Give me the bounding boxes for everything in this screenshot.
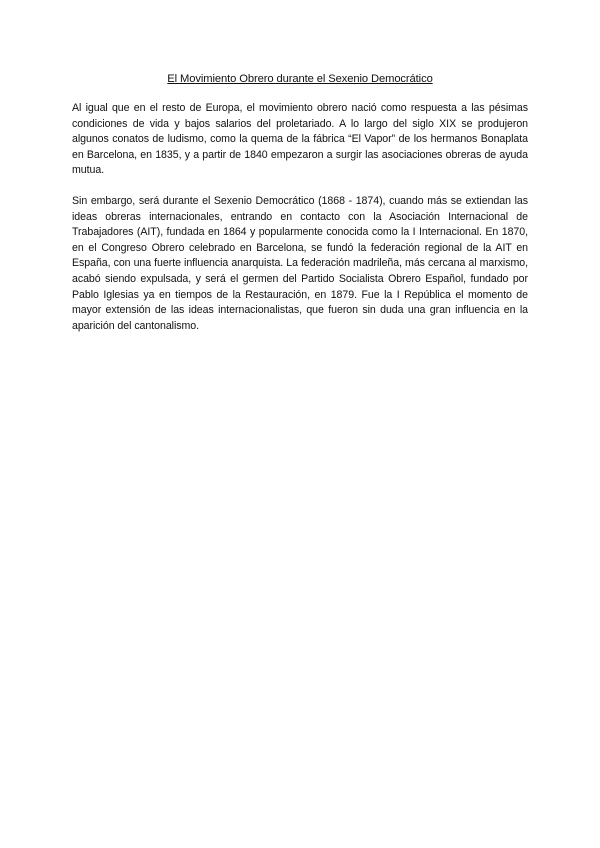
document-body (72, 101, 528, 349)
document-title: El Movimiento Obrero durante el Sexenio Democrático (167, 73, 433, 85)
paragraph-2: Sin embargo, será durante el Sexenio Democrático (1868 - 1874), cuando más se extiendan las ideas obreras internacionales, entrando en contacto con la Asociación Internacional de Trabajadores (AIT), fundada en 1864 y popularmente conocida como la I Internacional. En 1870, en el Congreso Obrero celebrado en Barcelona, se fundó la federación regional de la AIT en España, con una fuerte influencia anarquista. La federación madrileña, más cercana al marxismo, acabó siendo expulsada, y será el germen del Partido Socialista Obrero Español, fundado por Pablo Iglesias ya en tiempos de la Restauración, en 1879. Fue la I República el momento de mayor extensión de las ideas internacionalistas, que fueron sin duda una gran influencia en la aparición del cantonalismo. (72, 194, 528, 332)
paragraph-1: Al igual que en el resto de Europa, el movimiento obrero nació como respuesta a las pésimas condiciones de vida y bajos salarios del proletariado. A lo largo del siglo XIX se produjeron algunos conatos de ludismo, como la quema de la fábrica “El Vapor” de los hermanos Bonaplata en Barcelona, en 1835, y a partir de 1840 empezaron a surgir las asociaciones obreras de ayuda mutua. (72, 102, 528, 177)
